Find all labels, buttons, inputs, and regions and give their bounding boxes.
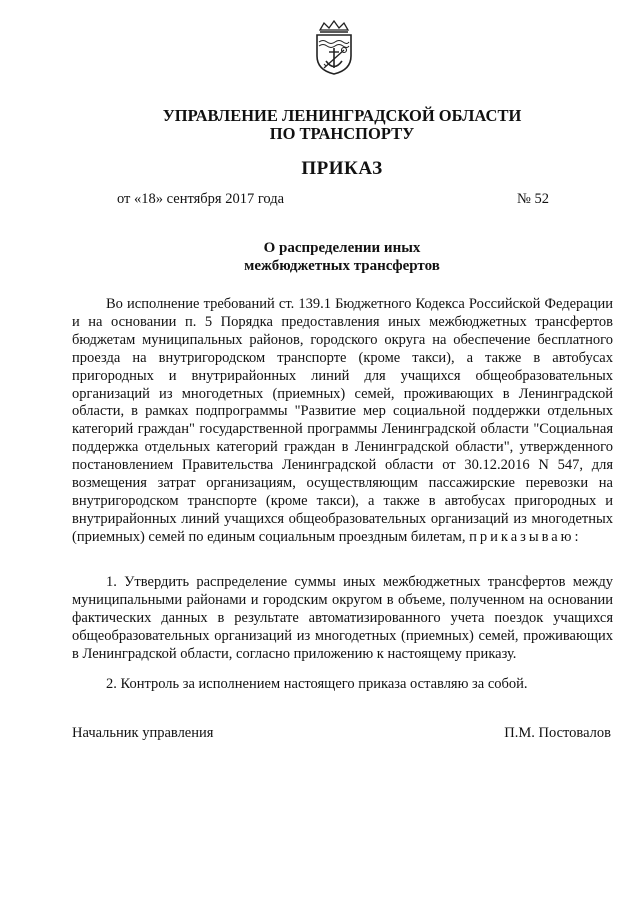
subject-line1: О распределении иных (263, 240, 421, 256)
document-type-title: ПРИКАЗ (301, 158, 383, 179)
order-word: приказываю: (469, 528, 582, 545)
preamble-text: Во исполнение требований ст. 139.1 Бюджетного Кодекса Российской Федерации и на основании п. 5 Порядка предоставления иных межбюджетных трансфертов бюджетам муниципальных районов, городского округа на обеспечение бесплатного проезда на внутригородском транспорте (кроме такси), а также в автобусах пригородных и внутрирайонных линий для учащихся общеобразовательных организаций из многодетных (приемных) семей, проживающих в Ленинградской области, в рамках подпрограммы "Развитие мер социальной поддержки отдельных категорий граждан" государственной программы Ленинградской области "Социальная поддержка отдельных категорий граждан в Ленинградской области", утвержденного постановлением Правительства Ленинградской области от 30.12.2016 N 547, для возмещения затрат организациям, осуществляющим пассажирские перевозки на внутригородском транспорте (кроме такси), а также в автобусах пригородных и внутрирайонных линий учащихся общеобразовательных организаций из многодетных (приемных) семей по единым социальным проездным билетам, (72, 296, 613, 545)
order-date: от «18» сентября 2017 года (117, 191, 285, 207)
subject-line2: межбюджетных трансфертов (244, 258, 440, 274)
order-number: № 52 (517, 191, 549, 207)
organization-name-line2: ПО ТРАНСПОРТУ (269, 124, 415, 143)
preamble-paragraph (72, 296, 613, 547)
order-item-2: 2. Контроль за исполнением настоящего приказа оставляю за собой. (106, 676, 528, 692)
coat-of-arms-icon (311, 20, 357, 76)
signatory-name: П.М. Постовалов (504, 725, 611, 741)
organization-name-line1: УПРАВЛЕНИЕ ЛЕНИНГРАДСКОЙ ОБЛАСТИ (162, 106, 522, 125)
signatory-position: Начальник управления (72, 725, 214, 741)
order-item-1: 1. Утвердить распределение суммы иных межбюджетных трансфертов между муниципальными районами и городским округом в объеме, полученном на основании фактических данных в результате автоматизированного учета поездок учащихся общеобразовательных организаций из многодетных (приемных) семей, проживающих в Ленинградской области, согласно приложению к настоящему приказу. (72, 574, 613, 662)
